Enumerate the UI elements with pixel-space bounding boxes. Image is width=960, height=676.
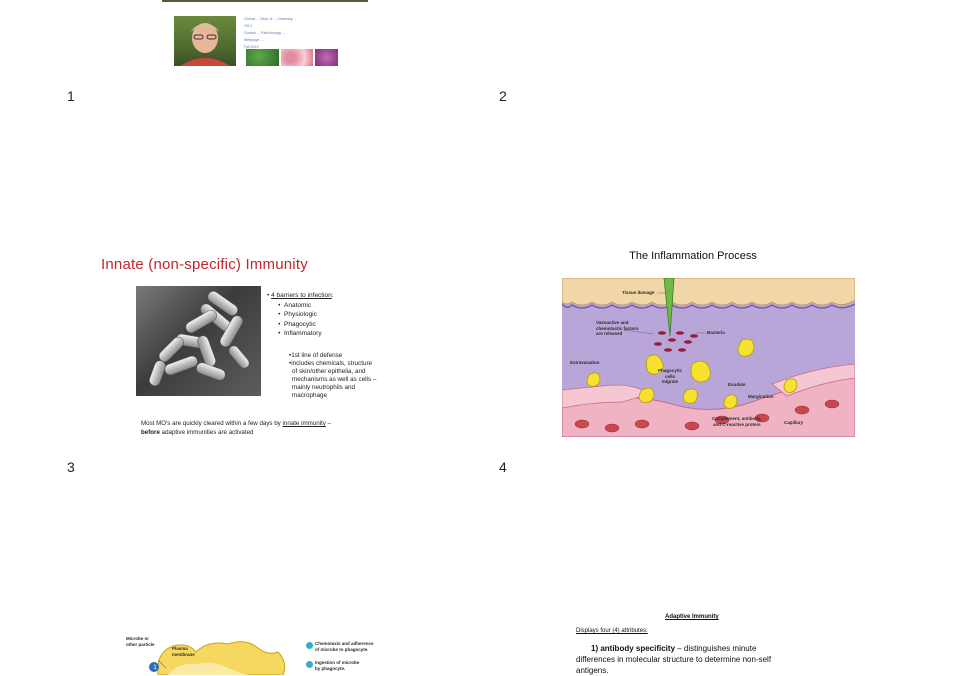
label-phagocytic: Phagocytic cells migrate (658, 368, 683, 384)
footer-post: – (325, 420, 332, 427)
barrier-item: • Anatomic (284, 301, 407, 311)
label-capillary: Capillary (784, 420, 804, 425)
rod-bacteria-icon (136, 286, 261, 396)
label-tissue-damage: Tissue damage (622, 290, 655, 295)
slide-6-intro: Displays four (4) attributes: (576, 628, 648, 634)
slide-1-meta-1: 2013 (244, 24, 252, 28)
defense-line-1: •1st line of defense (289, 352, 343, 359)
thumb-leaves (246, 49, 279, 66)
page-number-2: 2 (499, 88, 507, 104)
thumb-tissue (315, 49, 338, 66)
page-number-1: 1 (67, 88, 75, 104)
point-1-bold: 1) antibody specificity (591, 644, 676, 653)
label-microbe: Microbe or other particle (126, 636, 155, 647)
label-extravasation: Extravasation (570, 360, 600, 365)
point-1-line-1 (576, 643, 836, 654)
barrier-item: • Inflammatory (284, 329, 407, 339)
barriers-list (267, 291, 407, 339)
phagocytosis-diagram (118, 632, 378, 675)
label-plasma: Plasma membrane (172, 646, 195, 657)
footer-rest: adaptive immunities are activated (159, 429, 254, 436)
step-2-text: Ingestion of microbe by phagocyte. (315, 660, 360, 671)
label-complement: Complement, antibody, and C-reactive protein (712, 416, 762, 427)
label-bacteria: Bacteria (707, 330, 725, 335)
point-1-line-3: antigens. (576, 666, 609, 675)
svg-text:1: 1 (153, 665, 157, 671)
inflammation-illustration (562, 278, 855, 437)
barrier-item: • Physiologic (284, 310, 407, 320)
bacteria-micrograph (136, 286, 261, 396)
slide-1-thumbnail (160, 0, 370, 66)
slide-4-title: The Inflammation Process (629, 250, 757, 262)
author-photo (174, 16, 236, 66)
defense-description (289, 352, 409, 400)
label-vasoactive: Vasoactive and chemotactic factors are released (596, 320, 639, 336)
defense-line: macrophage (292, 392, 328, 399)
thumb-cells (281, 49, 313, 66)
slide-1-top-bar (162, 0, 368, 2)
label-exudate: Exudate (728, 382, 746, 387)
page-number-3: 3 (67, 459, 75, 475)
label-margination: Margination (748, 394, 774, 399)
slide-1-meta-4: Fall 2013 (244, 45, 259, 49)
footer-link: innate immunity (282, 420, 326, 427)
defense-line: mechanisms as well as cells – (292, 376, 377, 383)
step-2-badge (306, 661, 313, 668)
inflammation-diagram (562, 278, 855, 437)
footer-pre: Most MO's are quickly cleared within a few days by (141, 420, 283, 427)
slide-1-meta-3: Webpage: ... (244, 38, 264, 42)
barriers-heading: 4 barriers to infection (271, 292, 332, 299)
page-number-4: 4 (499, 459, 507, 475)
barrier-item: • Phagocytic (284, 320, 407, 330)
defense-line: of skin/other epithelia, and (292, 368, 366, 375)
point-1-rest: – distinguishes minute (675, 644, 757, 653)
slide-3-title: Innate (non-specific) Immunity (101, 256, 308, 273)
footer-bold: before (141, 429, 160, 436)
defense-line: mainly neutrophils and (292, 384, 356, 391)
barriers-heading-row: • 4 barriers to infection: (267, 292, 334, 299)
innate-footer (141, 419, 401, 437)
innate-footer-line-1 (141, 419, 401, 428)
portrait-icon (174, 16, 236, 66)
innate-footer-line-2 (141, 428, 401, 437)
defense-line: •includes chemicals, structure (289, 360, 373, 367)
slide-1-meta-2: Contact ... Pathobiology ... (244, 31, 286, 35)
slide-6-body (576, 643, 836, 676)
step-1-badge (306, 642, 313, 649)
slide-1-meta-0: Clinical ... Dept. of ... University ... (244, 17, 297, 21)
slide-6-title: Adaptive Immunity (665, 614, 719, 620)
step-1-text: Chemotaxis and adherence of microbe to phagocyte. (315, 641, 374, 652)
point-1-line-2: differences in molecular structure to determine non-self (576, 655, 772, 664)
